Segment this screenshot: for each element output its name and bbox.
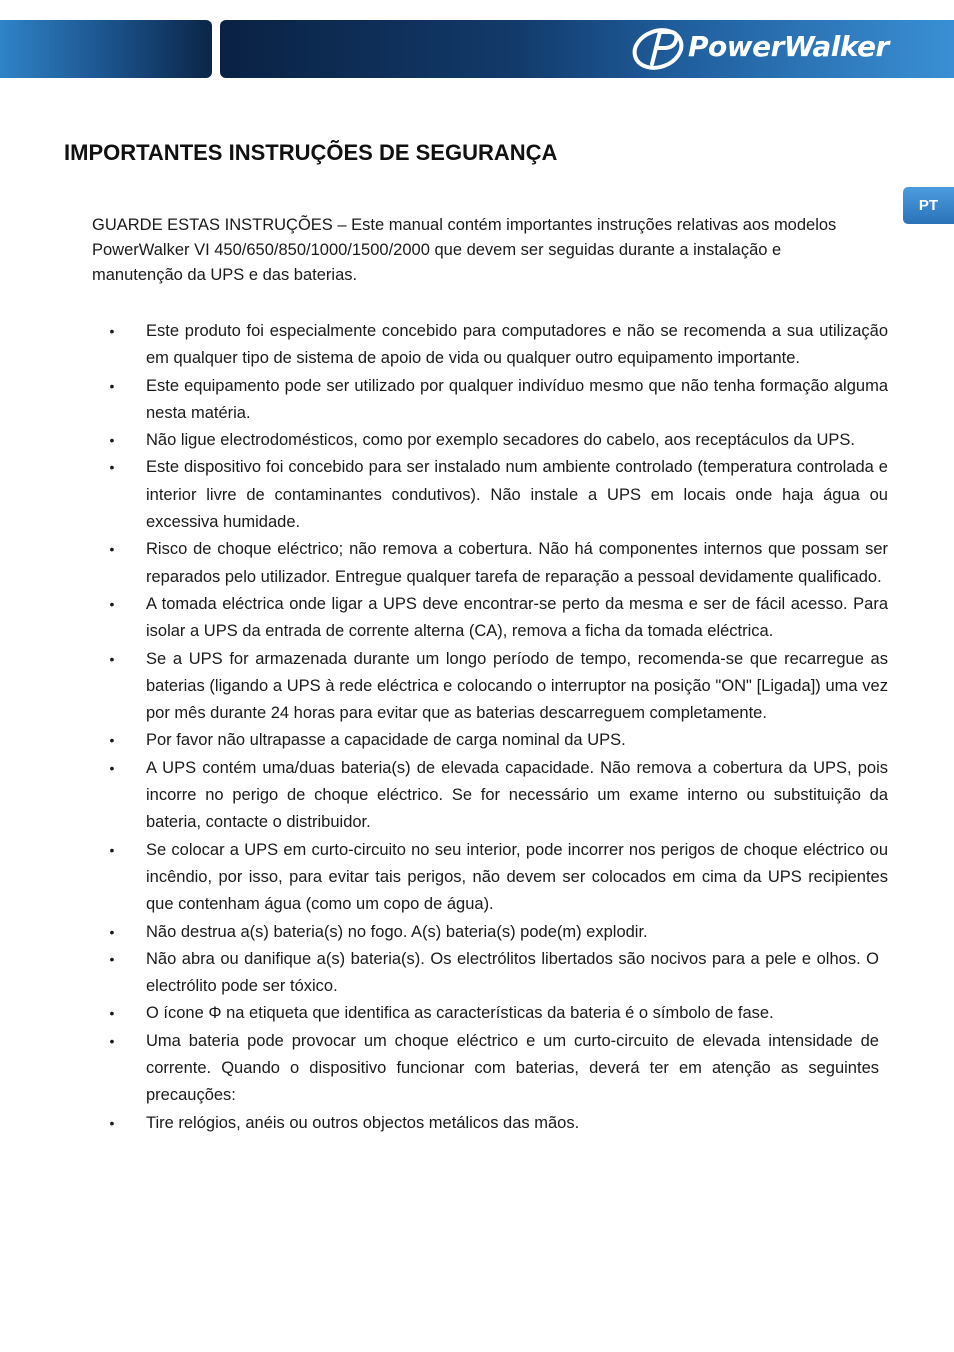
- list-item: • Uma bateria pode provocar um choque eléctrico e um curto-circuito de elevada intensidade de corrente. Quando o dispositivo funcionar com baterias, deverá ter em atenção as seguintes precauções:: [146, 1028, 879, 1110]
- page-title: IMPORTANTES INSTRUÇÕES DE SEGURANÇA: [64, 140, 558, 165]
- bullet-icon: •: [109, 323, 115, 339]
- brand-name: PowerWalker: [688, 30, 889, 63]
- bullet-icon: •: [109, 1005, 115, 1022]
- intro-paragraph: GUARDE ESTAS INSTRUÇÕES – Este manual contém importantes instruções relativas aos modelos PowerWalker VI 450/650/850/1000/1500/2000 que devem ser seguidas durante a instalação e manutenção da UPS e das baterias.: [92, 216, 837, 284]
- bullet-icon: •: [109, 459, 115, 476]
- list-item: • Este produto foi especialmente concebido para computadores e não se recomenda a sua utilização em qualquer tipo de sistema de apoio de vida ou qualquer outro equipamento importante.: [146, 318, 888, 373]
- list-item: • A UPS contém uma/duas bateria(s) de elevada capacidade. Não remova a cobertura da UPS, pois incorre no perigo de choque eléctrico. Se for necessário um exame interno ou substituição da bateria, contacte o distribuidor.: [146, 755, 888, 837]
- list-item: • Se colocar a UPS em curto-circuito no seu interior, pode incorrer nos perigos de choque eléctrico ou incêndio, por isso, para evitar tais perigos, não devem ser colocados em cima da UPS recipientes que contenham água (como um copo de água).: [146, 837, 888, 919]
- list-item: • Não abra ou danifique a(s) bateria(s). Os electrólitos libertados são nocivos para a pele e olhos. O electrólito pode ser tóxico.: [146, 946, 879, 1001]
- safety-list: [109, 318, 888, 1137]
- bullet-icon: •: [109, 377, 115, 394]
- bullet-icon: •: [109, 432, 115, 449]
- list-item: • Tire relógios, anéis ou outros objectos metálicos das mãos.: [146, 1110, 879, 1137]
- bullet-icon: •: [109, 650, 115, 667]
- bullet-icon: •: [109, 541, 115, 558]
- list-item: • Este dispositivo foi concebido para ser instalado num ambiente controlado (temperatura controlada e interior livre de contaminantes condutivos). Não instale a UPS em locais onde haja água ou excessiva humidade.: [146, 454, 888, 536]
- bullet-icon: •: [109, 759, 115, 776]
- list-item: • Não destrua a(s) bateria(s) no fogo. A(s) bateria(s) pode(m) explodir.: [146, 919, 879, 946]
- list-item: • Não ligue electrodomésticos, como por exemplo secadores do cabelo, aos receptáculos da UPS.: [146, 427, 888, 454]
- list-item: • Risco de choque eléctrico; não remova a cobertura. Não há componentes internos que possam ser reparados pelo utilizador. Entregue qualquer tarefa de reparação a pessoal devidamente qualificado.: [146, 536, 888, 591]
- list-item: • O ícone Φ na etiqueta que identifica as características da bateria é o símbolo de fase.: [146, 1000, 879, 1027]
- list-item: • A tomada eléctrica onde ligar a UPS deve encontrar-se perto da mesma e ser de fácil acesso. Para isolar a UPS da entrada de corrente alterna (CA), remova a ficha da tomada eléctrica.: [146, 591, 888, 646]
- list-item: • Este equipamento pode ser utilizado por qualquer indivíduo mesmo que não tenha formação alguma nesta matéria.: [146, 373, 888, 428]
- powerwalker-logo-icon: [630, 26, 690, 72]
- language-tab: PT: [903, 187, 954, 224]
- bullet-icon: •: [109, 923, 115, 940]
- bullet-icon: •: [109, 841, 115, 858]
- bullet-icon: •: [109, 1032, 115, 1049]
- list-item: • Por favor não ultrapasse a capacidade de carga nominal da UPS.: [146, 727, 888, 754]
- page-header: [0, 20, 954, 78]
- brand-logo: [630, 26, 942, 72]
- list-item: • Se a UPS for armazenada durante um longo período de tempo, recomenda-se que recarregue as baterias (ligando a UPS à rede eléctrica e colocando o interruptor na posição "ON" [Ligada]) uma vez por mês durante 24 horas para evitar que as baterias descarreguem completamente.: [146, 646, 888, 728]
- bullet-icon: •: [109, 950, 115, 967]
- bullet-icon: •: [109, 1114, 115, 1131]
- bullet-icon: •: [109, 732, 115, 749]
- bullet-icon: •: [109, 595, 115, 612]
- header-bar-left: [0, 20, 212, 78]
